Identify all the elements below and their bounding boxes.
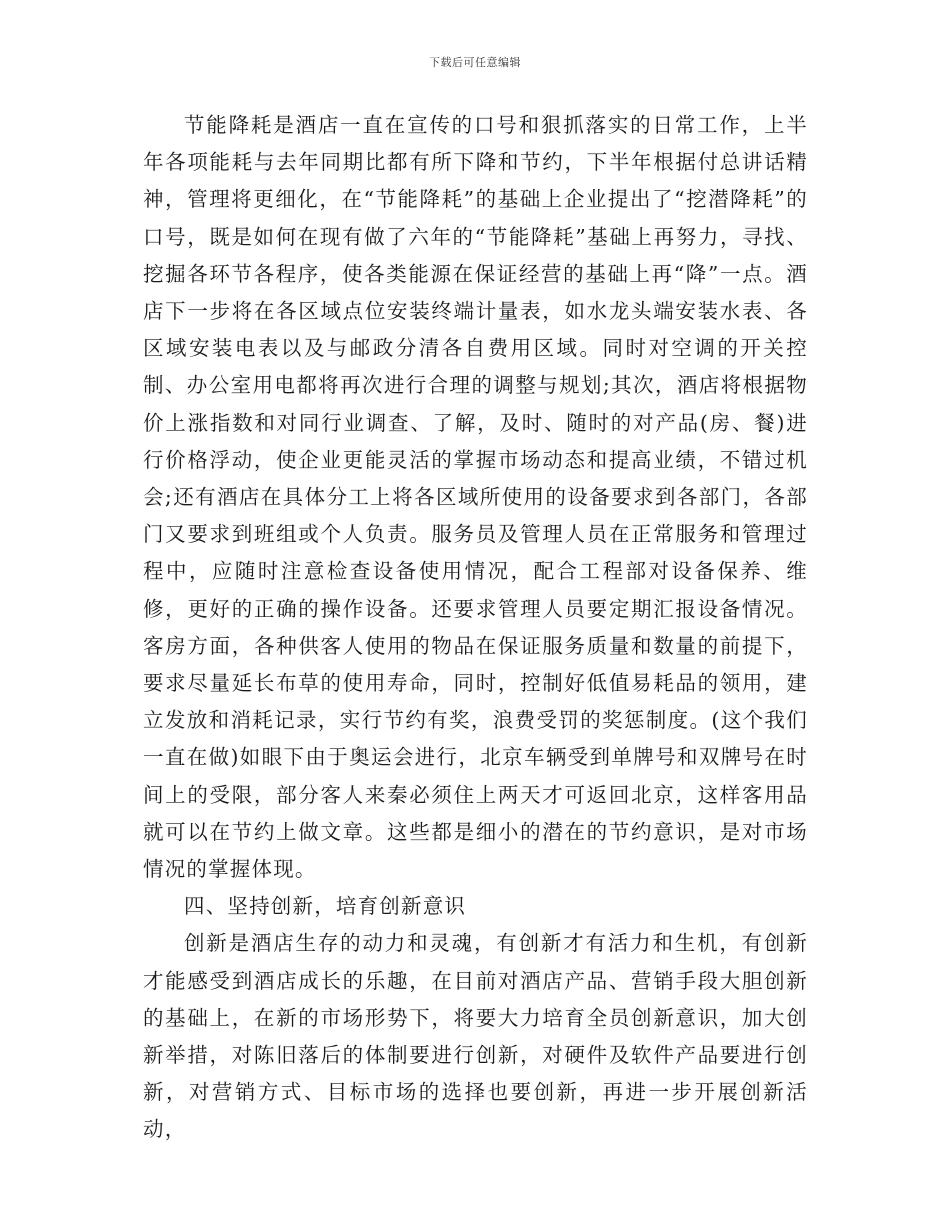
- paragraph-innovation: 创新是酒店生存的动力和灵魂，有创新才有活力和生机，有创新才能感受到酒店成长的乐趣，在目前对酒店产品、营销手段大胆创新的基础上，在新的市场形势下，将要大力培育全员创新意识，加大创新举措，对陈旧落后的体制要进行创新，对硬件及软件产品要进行创新，对营销方式、目标市场的选择也要创新，再进一步开展创新活动，: [143, 931, 808, 1142]
- section-heading-innovation: 四、坚持创新，培育创新意识: [184, 894, 467, 919]
- paragraph-energy-saving: 节能降耗是酒店一直在宣传的口号和狠抓落实的日常工作，上半年各项能耗与去年同期比都有所下降和节约，下半年根据付总讲话精神，管理将更细化，在“节能降耗”的基础上企业提出了“挖潜降耗”的口号，既是如何在现有做了六年的“节能降耗”基础上再努力，寻找、挖掘各环节各程序，使各类能源在保证经营的基础上再“降”一点。酒店下一步将在各区域点位安装终端计量表，如水龙头端安装水表、各区域安装电表以及与邮政分清各自费用区域。同时对空调的开关控制、办公室用电都将再次进行合理的调整与规划;其次，酒店将根据物价上涨指数和对同行业调查、了解，及时、随时的对产品(房、餐)进行价格浮动，使企业更能灵活的掌握市场动态和提高业绩，不错过机会;还有酒店在具体分工上将各区域所使用的设备要求到各部门，各部门又要求到班组或个人负责。服务员及管理人员在正常服务和管理过程中，应随时注意检查设备使用情况，配合工程部对设备保养、维修，更好的正确的操作设备。还要求管理人员要定期汇报设备情况。客房方面，各种供客人使用的物品在保证服务质量和数量的前提下，要求尽量延长布草的使用寿命，同时，控制好低值易耗品的领用，建立发放和消耗记录，实行节约有奖，浪费受罚的奖惩制度。(这个我们一直在做)如眼下由于奥运会进行，北京车辆受到单牌号和双牌号在时间上的受限，部分客人来秦必须住上两天才可返回北京，这样客用品就可以在节约上做文章。这些都是细小的潜在的节约意识，是对市场情况的掌握体现。: [143, 113, 808, 882]
- page-header-note: 下载后可任意编辑: [429, 56, 521, 69]
- document-body: [143, 107, 808, 1149]
